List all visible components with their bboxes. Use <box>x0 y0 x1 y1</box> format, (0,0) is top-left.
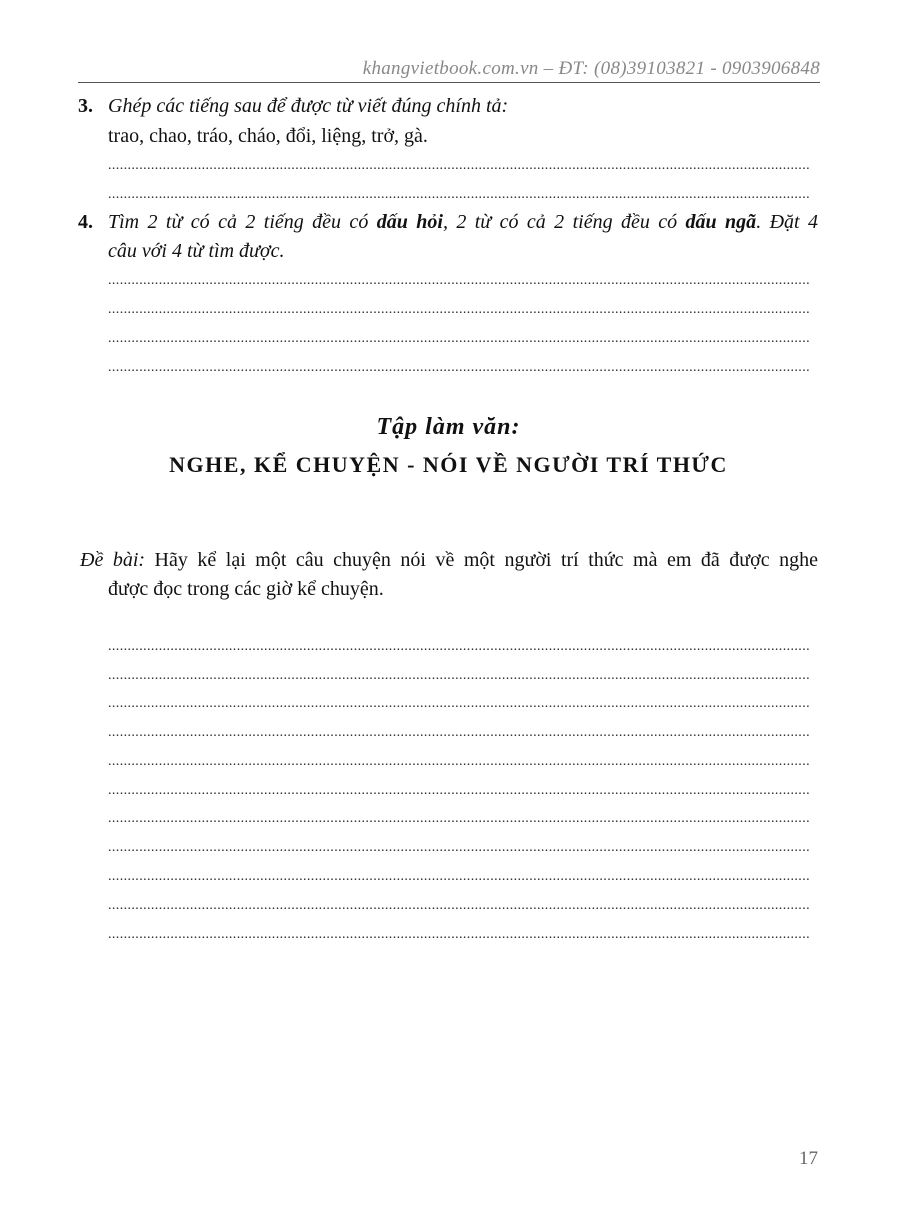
answer-line: .................................................................................................................................................................................... <box>108 930 810 940</box>
exercise-4-number: 4. <box>78 211 93 233</box>
exercise-3-number: 3. <box>78 95 93 117</box>
exercise-4-text-part: , 2 từ có cả 2 tiếng đều có <box>442 211 686 233</box>
answer-line: .................................................................................................................................................................................... <box>108 363 810 373</box>
answer-line: .................................................................................................................................................................................... <box>108 190 810 200</box>
answer-line: .................................................................................................................................................................................... <box>108 843 810 853</box>
answer-line: .................................................................................................................................................................................... <box>108 699 810 709</box>
page-header: khangvietbook.com.vn – ĐT: (08)39103821 - 0903906848 <box>362 58 820 79</box>
answer-line: .................................................................................................................................................................................... <box>108 786 810 796</box>
prompt-label: Đề bài: <box>80 549 146 571</box>
answer-line: .................................................................................................................................................................................... <box>108 901 810 911</box>
exercise-4-text-part: . Đặt 4 <box>756 211 818 233</box>
exercise-3-instruction: Ghép các tiếng sau để được từ viết đúng chính tả: <box>108 95 509 117</box>
answer-line: .................................................................................................................................................................................... <box>108 872 810 882</box>
exercise-4-emphasis: dấu hỏi <box>376 211 443 233</box>
answer-line: .................................................................................................................................................................................... <box>108 671 810 681</box>
answer-line: .................................................................................................................................................................................... <box>108 305 810 315</box>
exercise-3-words: trao, chao, tráo, cháo, đổi, liệng, trở, gà. <box>108 125 428 147</box>
answer-line: .................................................................................................................................................................................... <box>108 276 810 286</box>
prompt-line-1 <box>80 548 818 572</box>
prompt-line-2: được đọc trong các giờ kể chuyện. <box>108 578 384 600</box>
answer-line: .................................................................................................................................................................................... <box>108 814 810 824</box>
answer-line: .................................................................................................................................................................................... <box>108 334 810 344</box>
section-label: Tập làm văn: <box>376 414 521 440</box>
page-number: 17 <box>799 1148 818 1169</box>
exercise-4-instruction-cont: câu với 4 từ tìm được. <box>108 240 285 262</box>
section-title: NGHE, KỂ CHUYỆN - NÓI VỀ NGƯỜI TRÍ THỨC <box>169 452 728 477</box>
header-rule <box>78 82 820 83</box>
prompt-text: Hãy kể lại một câu chuyện nói về một người trí thức mà em đã được nghe <box>145 549 818 571</box>
exercise-4-emphasis: dấu ngã <box>685 211 757 233</box>
exercise-4-instruction <box>108 210 818 234</box>
exercise-4-text-part: Tìm 2 từ có cả 2 tiếng đều có <box>108 211 377 233</box>
answer-line: .................................................................................................................................................................................... <box>108 161 810 171</box>
answer-line: .................................................................................................................................................................................... <box>108 642 810 652</box>
answer-line: .................................................................................................................................................................................... <box>108 757 810 767</box>
answer-line: .................................................................................................................................................................................... <box>108 728 810 738</box>
